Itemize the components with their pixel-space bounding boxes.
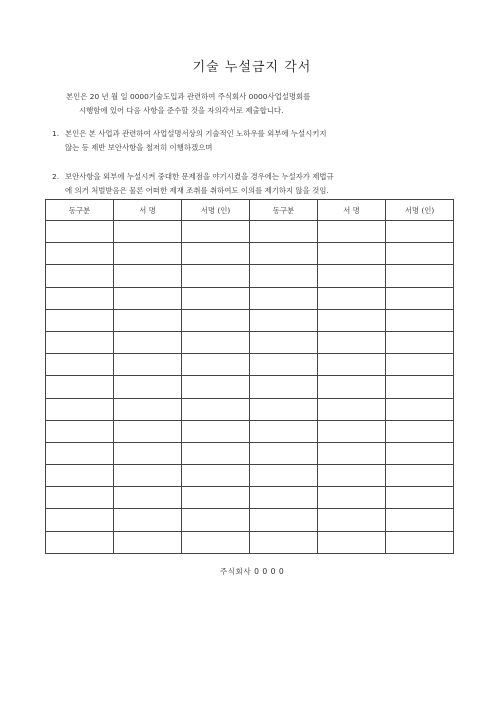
table-row [46, 265, 454, 287]
table-cell[interactable] [182, 509, 250, 531]
table-cell[interactable] [250, 487, 318, 509]
table-cell[interactable] [46, 221, 114, 243]
table-cell[interactable] [182, 398, 250, 420]
table-cell[interactable] [386, 221, 454, 243]
table-cell[interactable] [386, 331, 454, 353]
table-cell[interactable] [250, 243, 318, 265]
header-name-2: 서 명 [318, 200, 386, 221]
table-row [46, 376, 454, 398]
table-cell[interactable] [250, 509, 318, 531]
table-cell[interactable] [250, 354, 318, 376]
table-cell[interactable] [318, 221, 386, 243]
table-cell[interactable] [114, 243, 182, 265]
table-cell[interactable] [182, 531, 250, 553]
table-cell[interactable] [114, 265, 182, 287]
company-footer: 주식회사 0 0 0 0 [219, 567, 285, 576]
table-cell[interactable] [250, 309, 318, 331]
table-cell[interactable] [250, 265, 318, 287]
table-row [46, 331, 454, 353]
table-cell[interactable] [250, 221, 318, 243]
table-row [46, 442, 454, 464]
table-cell[interactable] [46, 398, 114, 420]
table-cell[interactable] [318, 465, 386, 487]
table-cell[interactable] [386, 309, 454, 331]
clause-number: 2. [52, 172, 60, 181]
table-cell[interactable] [182, 487, 250, 509]
table-row [46, 287, 454, 309]
header-dong-2: 동구분 [250, 200, 318, 221]
table-cell[interactable] [318, 376, 386, 398]
table-cell[interactable] [46, 243, 114, 265]
table-row [46, 465, 454, 487]
table-cell[interactable] [250, 531, 318, 553]
table-row [46, 509, 454, 531]
table-cell[interactable] [114, 420, 182, 442]
table-cell[interactable] [114, 331, 182, 353]
table-cell[interactable] [318, 287, 386, 309]
table-cell[interactable] [386, 243, 454, 265]
table-cell[interactable] [318, 420, 386, 442]
table-cell[interactable] [46, 309, 114, 331]
table-cell[interactable] [386, 398, 454, 420]
document-title: 기술 누설금지 각서 [192, 60, 312, 75]
header-dong-1: 동구분 [46, 200, 114, 221]
table-cell[interactable] [182, 376, 250, 398]
table-cell[interactable] [386, 354, 454, 376]
clause-2 [52, 170, 452, 198]
table-cell[interactable] [318, 354, 386, 376]
table-row [46, 354, 454, 376]
header-name-1: 서 명 [114, 200, 182, 221]
clause-line-2: 에 의거 처벌받음은 물론 어떠한 제재 조취를 취하여도 이의를 제기하지 않을 것임. [65, 186, 329, 195]
table-cell[interactable] [114, 531, 182, 553]
table-cell[interactable] [46, 465, 114, 487]
table-cell[interactable] [386, 442, 454, 464]
table-cell[interactable] [182, 265, 250, 287]
table-cell[interactable] [386, 509, 454, 531]
table-cell[interactable] [318, 442, 386, 464]
table-row [46, 531, 454, 553]
clause-line-1: 본인은 본 사업과 관련하여 사업설명서상의 기술적인 노하우를 외부에 누설시키지 [65, 129, 327, 138]
table-cell[interactable] [386, 487, 454, 509]
table-cell[interactable] [182, 465, 250, 487]
table-cell[interactable] [318, 398, 386, 420]
table-header-row [46, 200, 454, 221]
table-cell[interactable] [46, 531, 114, 553]
table-cell[interactable] [386, 265, 454, 287]
table-cell[interactable] [250, 376, 318, 398]
table-cell[interactable] [114, 354, 182, 376]
header-signature-1: 서명 (인) [182, 200, 250, 221]
table-cell[interactable] [182, 354, 250, 376]
table-cell[interactable] [386, 420, 454, 442]
table-cell[interactable] [318, 331, 386, 353]
table-cell[interactable] [114, 398, 182, 420]
intro-paragraph [66, 90, 456, 118]
table-cell[interactable] [114, 287, 182, 309]
table-cell[interactable] [46, 331, 114, 353]
table-cell[interactable] [46, 287, 114, 309]
table-cell[interactable] [318, 487, 386, 509]
table-row [46, 487, 454, 509]
table-cell[interactable] [46, 509, 114, 531]
table-cell[interactable] [250, 465, 318, 487]
table-cell[interactable] [114, 509, 182, 531]
table-cell[interactable] [250, 287, 318, 309]
table-cell[interactable] [386, 376, 454, 398]
table-row [46, 309, 454, 331]
table-cell[interactable] [46, 376, 114, 398]
table-row [46, 221, 454, 243]
clause-number: 1. [52, 129, 60, 138]
table-cell[interactable] [386, 465, 454, 487]
table-cell[interactable] [182, 442, 250, 464]
signature-table [45, 199, 454, 554]
table-cell[interactable] [182, 221, 250, 243]
table-cell[interactable] [182, 309, 250, 331]
table-cell[interactable] [318, 265, 386, 287]
clause-line-1: 보안사항을 외부에 누설시켜 중대한 문제점을 야기시켰을 경우에는 누설자가 제법규 [65, 172, 334, 181]
table-cell[interactable] [386, 531, 454, 553]
intro-line-1: 본인은 20 년 월 일 0000기술도입과 관련하여 주식회사 0000사업설명회를 [66, 92, 311, 101]
table-cell[interactable] [318, 509, 386, 531]
table-cell[interactable] [182, 287, 250, 309]
table-cell[interactable] [46, 354, 114, 376]
table-cell[interactable] [318, 309, 386, 331]
table-body [46, 221, 454, 554]
table-cell[interactable] [182, 243, 250, 265]
table-cell[interactable] [46, 265, 114, 287]
table-cell[interactable] [114, 465, 182, 487]
table-cell[interactable] [114, 487, 182, 509]
table-cell[interactable] [46, 420, 114, 442]
table-cell[interactable] [114, 221, 182, 243]
table-cell[interactable] [250, 331, 318, 353]
table-cell[interactable] [114, 309, 182, 331]
clause-line-2: 않는 등 제반 보안사항을 철저히 이행하겠으며 [65, 143, 213, 152]
table-row [46, 243, 454, 265]
table-cell[interactable] [46, 442, 114, 464]
table-cell[interactable] [114, 376, 182, 398]
table-cell[interactable] [46, 487, 114, 509]
intro-line-2: 시행함에 있어 다음 사항을 준수할 것을 자의각서로 제출합니다. [79, 106, 284, 115]
table-cell[interactable] [182, 331, 250, 353]
table-cell[interactable] [114, 442, 182, 464]
table-cell[interactable] [318, 243, 386, 265]
table-cell[interactable] [386, 287, 454, 309]
table-cell[interactable] [250, 442, 318, 464]
header-signature-2: 서명 (인) [386, 200, 454, 221]
table-row [46, 420, 454, 442]
table-cell[interactable] [250, 398, 318, 420]
table-cell[interactable] [318, 531, 386, 553]
clause-1 [52, 127, 452, 155]
table-cell[interactable] [250, 420, 318, 442]
table-cell[interactable] [182, 420, 250, 442]
table-row [46, 398, 454, 420]
